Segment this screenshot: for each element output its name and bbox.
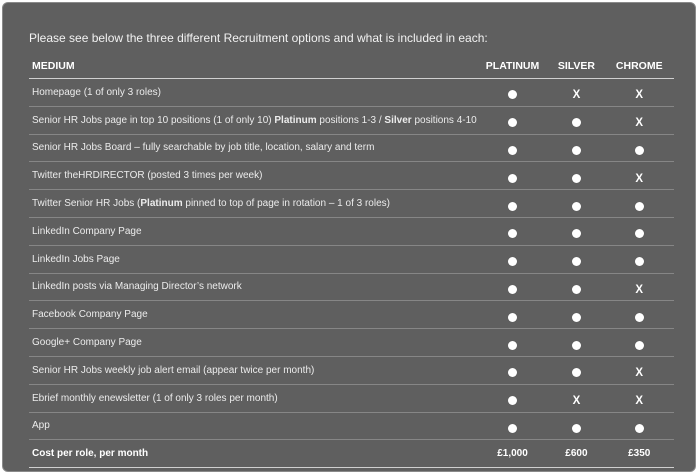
header-silver: SILVER xyxy=(548,53,604,79)
mark-cell-silver xyxy=(548,134,604,162)
included-dot-icon xyxy=(508,424,517,433)
medium-cell xyxy=(29,217,477,245)
mark-cell-chrome xyxy=(605,273,674,301)
medium-text: App xyxy=(32,420,50,432)
included-dot-icon xyxy=(508,396,517,405)
header-medium: MEDIUM xyxy=(29,53,477,79)
included-dot-icon xyxy=(508,341,517,350)
medium-cell xyxy=(29,79,477,107)
header-platinum: PLATINUM xyxy=(477,53,549,79)
medium-text: Facebook Company Page xyxy=(32,309,148,321)
included-dot-icon xyxy=(572,229,581,238)
medium-text: Senior HR Jobs Board – fully searchable by job title, location, salary and term xyxy=(32,142,375,154)
not-included-cross-icon: X xyxy=(635,172,644,185)
included-dot-icon xyxy=(508,146,517,155)
mark-cell-chrome xyxy=(605,162,674,190)
table-row xyxy=(29,273,674,301)
medium-cell xyxy=(29,162,477,190)
included-dot-icon xyxy=(508,174,517,183)
included-dot-icon xyxy=(508,285,517,294)
mark-cell-platinum xyxy=(477,162,549,190)
cost-chrome: £350 xyxy=(605,440,674,468)
mark-cell-silver xyxy=(548,217,604,245)
included-dot-icon xyxy=(572,146,581,155)
included-dot-icon xyxy=(635,202,644,211)
included-dot-icon xyxy=(635,229,644,238)
included-dot-icon xyxy=(508,368,517,377)
recruitment-options-table xyxy=(29,53,674,468)
included-dot-icon xyxy=(572,368,581,377)
medium-cell xyxy=(29,384,477,412)
medium-cell xyxy=(29,412,477,440)
mark-cell-platinum xyxy=(477,356,549,384)
medium-cell xyxy=(29,273,477,301)
included-dot-icon xyxy=(635,257,644,266)
medium-text-bold: Platinum xyxy=(140,198,183,210)
medium-cell xyxy=(29,301,477,329)
mark-cell-chrome xyxy=(605,106,674,134)
medium-text: LinkedIn posts via Managing Director’s network xyxy=(32,281,242,293)
included-dot-icon xyxy=(572,174,581,183)
medium-text: Google+ Company Page xyxy=(32,337,142,349)
included-dot-icon xyxy=(508,202,517,211)
table-row xyxy=(29,162,674,190)
medium-cell xyxy=(29,190,477,218)
included-dot-icon xyxy=(635,146,644,155)
medium-text: pinned to top of page in rotation – 1 of 3 roles) xyxy=(182,198,390,210)
table-row xyxy=(29,412,674,440)
mark-cell-chrome xyxy=(605,217,674,245)
mark-cell-chrome xyxy=(605,134,674,162)
included-dot-icon xyxy=(572,341,581,350)
included-dot-icon xyxy=(508,229,517,238)
table-header-row xyxy=(29,53,674,79)
not-included-cross-icon: X xyxy=(635,89,644,102)
medium-text: Twitter Senior HR Jobs ( xyxy=(32,198,141,210)
mark-cell-platinum xyxy=(477,384,549,412)
table-row xyxy=(29,329,674,357)
medium-text-bold: Platinum xyxy=(274,114,317,126)
table-row xyxy=(29,217,674,245)
table-row xyxy=(29,134,674,162)
table-row xyxy=(29,106,674,134)
medium-text: Homepage (1 of only 3 roles) xyxy=(32,86,161,98)
table-row xyxy=(29,79,674,107)
table-row xyxy=(29,384,674,412)
medium-text: Senior HR Jobs page in top 10 positions (1 of only 10) xyxy=(32,114,275,126)
medium-text-bold: Silver xyxy=(384,114,412,126)
medium-text: Ebrief monthly enewsletter (1 of only 3 roles per month) xyxy=(32,392,278,404)
included-dot-icon xyxy=(508,118,517,127)
mark-cell-chrome xyxy=(605,412,674,440)
mark-cell-chrome xyxy=(605,384,674,412)
medium-text: positions 4-10 xyxy=(411,114,477,126)
included-dot-icon xyxy=(508,90,517,99)
included-dot-icon xyxy=(572,285,581,294)
table-row xyxy=(29,245,674,273)
not-included-cross-icon: X xyxy=(635,395,644,408)
not-included-cross-icon: X xyxy=(635,367,644,380)
cost-platinum: £1,000 xyxy=(477,440,549,468)
medium-text: positions 1-3 / xyxy=(316,114,385,126)
included-dot-icon xyxy=(635,313,644,322)
medium-text: LinkedIn Company Page xyxy=(32,225,142,237)
intro-text: Please see below the three different Recruitment options and what is included in each: xyxy=(29,31,488,45)
mark-cell-platinum xyxy=(477,79,549,107)
cost-row xyxy=(29,440,674,468)
not-included-cross-icon: X xyxy=(635,283,644,296)
mark-cell-chrome xyxy=(605,245,674,273)
mark-cell-silver xyxy=(548,356,604,384)
mark-cell-silver xyxy=(548,301,604,329)
mark-cell-silver xyxy=(548,162,604,190)
medium-cell xyxy=(29,106,477,134)
mark-cell-chrome xyxy=(605,79,674,107)
mark-cell-platinum xyxy=(477,134,549,162)
mark-cell-platinum xyxy=(477,329,549,357)
table-row xyxy=(29,356,674,384)
mark-cell-platinum xyxy=(477,301,549,329)
included-dot-icon xyxy=(572,424,581,433)
medium-text: Senior HR Jobs weekly job alert email (appear twice per month) xyxy=(32,364,315,376)
mark-cell-platinum xyxy=(477,412,549,440)
mark-cell-platinum xyxy=(477,106,549,134)
included-dot-icon xyxy=(508,257,517,266)
included-dot-icon xyxy=(572,257,581,266)
included-dot-icon xyxy=(508,313,517,322)
table-row xyxy=(29,301,674,329)
medium-cell xyxy=(29,329,477,357)
included-dot-icon xyxy=(572,118,581,127)
mark-cell-platinum xyxy=(477,190,549,218)
mark-cell-platinum xyxy=(477,273,549,301)
mark-cell-silver xyxy=(548,106,604,134)
mark-cell-silver xyxy=(548,384,604,412)
cost-label: Cost per role, per month xyxy=(29,440,477,468)
medium-cell xyxy=(29,245,477,273)
mark-cell-silver xyxy=(548,79,604,107)
mark-cell-silver xyxy=(548,412,604,440)
mark-cell-silver xyxy=(548,329,604,357)
not-included-cross-icon: X xyxy=(572,89,581,102)
mark-cell-platinum xyxy=(477,217,549,245)
included-dot-icon xyxy=(635,341,644,350)
table-body xyxy=(29,79,674,440)
mark-cell-silver xyxy=(548,273,604,301)
cost-silver: £600 xyxy=(548,440,604,468)
included-dot-icon xyxy=(635,424,644,433)
medium-cell xyxy=(29,356,477,384)
not-included-cross-icon: X xyxy=(572,395,581,408)
table-row xyxy=(29,190,674,218)
mark-cell-silver xyxy=(548,190,604,218)
mark-cell-silver xyxy=(548,245,604,273)
medium-text: Twitter theHRDIRECTOR (posted 3 times per week) xyxy=(32,170,263,182)
included-dot-icon xyxy=(572,202,581,211)
mark-cell-platinum xyxy=(477,245,549,273)
included-dot-icon xyxy=(572,313,581,322)
not-included-cross-icon: X xyxy=(635,117,644,130)
mark-cell-chrome xyxy=(605,301,674,329)
medium-cell xyxy=(29,134,477,162)
mark-cell-chrome xyxy=(605,190,674,218)
medium-text: LinkedIn Jobs Page xyxy=(32,253,120,265)
mark-cell-chrome xyxy=(605,356,674,384)
recruitment-options-panel xyxy=(2,2,696,472)
header-chrome: CHROME xyxy=(605,53,674,79)
mark-cell-chrome xyxy=(605,329,674,357)
